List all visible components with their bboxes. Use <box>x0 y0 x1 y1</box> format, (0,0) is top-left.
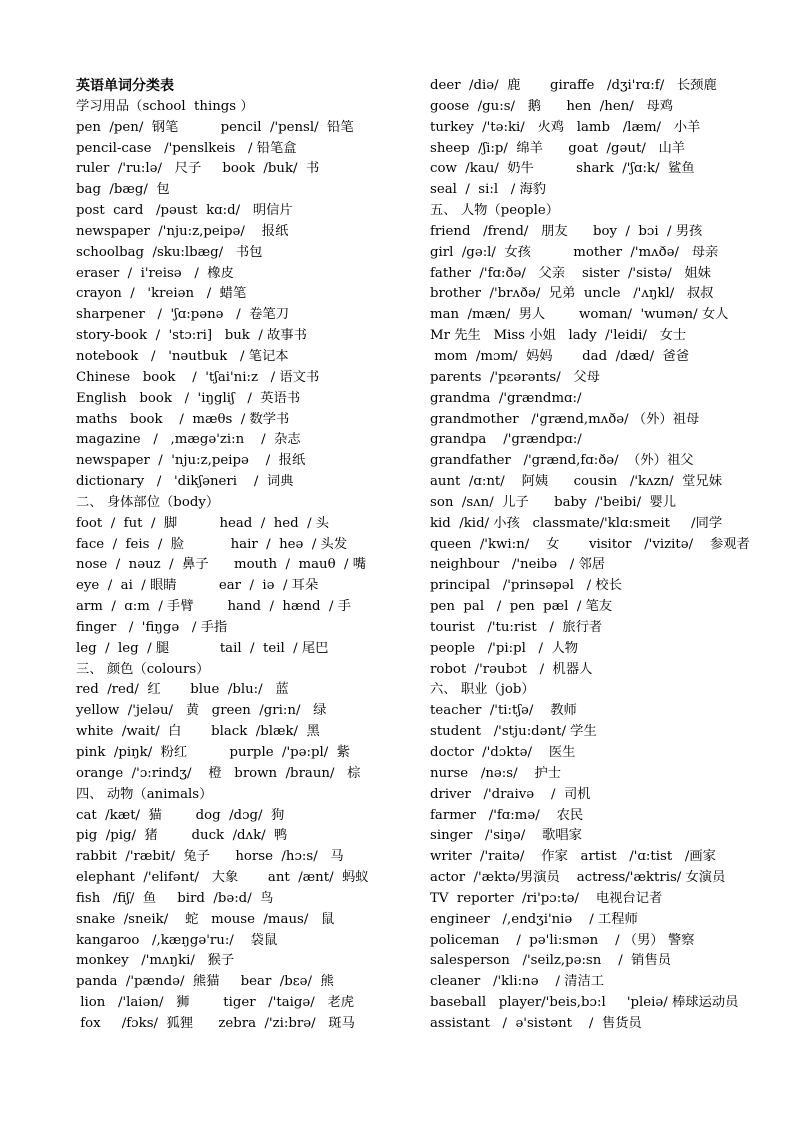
word-line: policeman / pə'li:smən / （男） 警察 <box>430 932 695 948</box>
word-line: student /'stju:dənt/ 学生 <box>430 724 597 740</box>
word-line: 五、 人物（people） <box>430 203 560 219</box>
word-line: fox /fɔks/ 狐狸 zebra /'zi:brə/ 斑马 <box>76 1015 355 1031</box>
word-line: magazine / ,mægə'zi:n / 杂志 <box>76 432 301 448</box>
word-line: actor /'æktə/男演员 actress/'æktris/ 女演员 <box>430 870 726 886</box>
word-line: notebook / 'nəutbuk / 笔记本 <box>76 348 289 364</box>
word-line: cow /kau/ 奶牛 shark /'ʃɑ:k/ 鲨鱼 <box>430 161 695 177</box>
word-line: goose /gu:s/ 鹅 hen /hen/ 母鸡 <box>430 98 674 114</box>
word-line: singer /'siŋə/ 歌唱家 <box>430 828 582 844</box>
word-line: yellow /'jeləu/ 黄 green /gri:n/ 绿 <box>76 703 327 719</box>
word-line: pig /pig/ 猪 duck /dʌk/ 鸭 <box>76 828 288 844</box>
word-line: teacher /'ti:tʃə/ 教师 <box>430 703 577 719</box>
word-line: eye / ai / 眼睛 ear / iə / 耳朵 <box>76 578 319 594</box>
right-column <box>430 76 790 1035</box>
word-line: leg / leg / 腿 tail / teil / 尾巴 <box>76 640 329 656</box>
word-line: bag /bæg/ 包 <box>76 182 170 198</box>
word-line: engineer /,endʒi'niə / 工程师 <box>430 911 638 927</box>
word-line: Chinese book / 'tʃai'ni:z / 语文书 <box>76 369 320 385</box>
word-line: tourist /'tu:rist / 旅行者 <box>430 619 603 635</box>
word-line: grandpa /'grændpɑ:/ <box>430 432 582 448</box>
word-line: mom /mɔm/ 妈妈 dad /dæd/ 爸爸 <box>430 348 690 364</box>
word-line: 三、 颜色（colours） <box>76 661 210 677</box>
word-line: nose / nəuz / 鼻子 mouth / mauθ / 嘴 <box>76 557 367 573</box>
word-line: brother /'brʌðə/ 兄弟 uncle /'ʌŋkl/ 叔叔 <box>430 286 714 302</box>
word-line: robot /'rəubɔt / 机器人 <box>430 661 593 677</box>
word-line: newspaper / 'nju:z,peipə / 报纸 <box>76 453 306 469</box>
word-line: finger / 'fiŋgə / 手指 <box>76 619 228 635</box>
word-line: people /'pi:pl / 人物 <box>430 640 579 656</box>
word-line: 二、 身体部位（body） <box>76 494 220 510</box>
word-line: newspaper /'nju:z,peipə/ 报纸 <box>76 223 289 239</box>
word-line: grandma /'grændmɑ:/ <box>430 390 582 406</box>
word-line: face / feis / 脸 hair / heə / 头发 <box>76 536 348 552</box>
word-line: turkey /'tə:ki/ 火鸡 lamb /læm/ 小羊 <box>430 119 701 135</box>
word-line: son /sʌn/ 儿子 baby /'beibi/ 婴儿 <box>430 494 677 510</box>
word-line: lion /'laiən/ 狮 tiger /'taigə/ 老虎 <box>76 995 355 1011</box>
word-line: fish /fiʃ/ 鱼 bird /bə:d/ 鸟 <box>76 890 274 906</box>
word-line: cat /kæt/ 猫 dog /dɔg/ 狗 <box>76 807 285 823</box>
right-word-list <box>430 76 790 1035</box>
word-line: parents /'pεərənts/ 父母 <box>430 369 600 385</box>
word-line: post card /pəust kɑ:d/ 明信片 <box>76 203 293 219</box>
word-line: friend /frend/ 朋友 boy / bɔi / 男孩 <box>430 223 703 239</box>
word-line: monkey /'mʌŋki/ 猴子 <box>76 953 235 969</box>
page-title: 英语单词分类表 <box>76 78 174 94</box>
word-line: panda /'pændə/ 熊猫 bear /bεə/ 熊 <box>76 974 334 990</box>
word-line: neighbour /'neibə / 邻居 <box>430 557 606 573</box>
left-column <box>76 76 436 1035</box>
word-line: schoolbag /sku:lbæg/ 书包 <box>76 244 263 260</box>
word-line: seal / si:l / 海豹 <box>430 182 547 198</box>
word-line: elephant /'elifənt/ 大象 ant /ænt/ 蚂蚁 <box>76 870 369 886</box>
word-line: maths book / mæθs / 数学书 <box>76 411 290 427</box>
word-line: pen /pen/ 钢笔 pencil /'pensl/ 铅笔 <box>76 119 354 135</box>
word-line: girl /gə:l/ 女孩 mother /'mʌðə/ 母亲 <box>430 244 719 260</box>
word-line: rabbit /'ræbit/ 兔子 horse /hɔ:s/ 马 <box>76 849 344 865</box>
word-line: queen /'kwi:n/ 女 visitor /'vizitə/ 参观者 <box>430 536 750 552</box>
word-line: sheep /ʃi:p/ 绵羊 goat /gəut/ 山羊 <box>430 140 686 156</box>
word-line: Mr 先生 Miss 小姐 lady /'leidi/ 女士 <box>430 328 687 344</box>
word-line: snake /sneik/ 蛇 mouse /maus/ 鼠 <box>76 911 335 927</box>
word-line: grandmother /'grænd,mʌðə/ （外）祖母 <box>430 411 700 427</box>
word-line: white /wait/ 白 black /blæk/ 黑 <box>76 724 320 740</box>
word-line: kid /kid/ 小孩 classmate/'klɑ:smeit /同学 <box>430 515 723 531</box>
word-line: cleaner /'kli:nə / 清洁工 <box>430 974 605 990</box>
word-line: story-book / 'stɔ:ri] buk / 故事书 <box>76 328 307 344</box>
word-line: baseball player/'beis,bɔ:l 'pleiə/ 棒球运动员 <box>430 995 739 1011</box>
word-line: 六、 职业（job） <box>430 682 535 698</box>
word-line: aunt /ɑ:nt/ 阿姨 cousin /'kʌzn/ 堂兄妹 <box>430 474 723 490</box>
word-line: grandfather /'grænd,fɑ:ðə/ （外）祖父 <box>430 453 694 469</box>
word-line: dictionary / 'dikʃəneri / 词典 <box>76 474 294 490</box>
word-line: eraser / i'reisə / 橡皮 <box>76 265 234 281</box>
word-line: pencil-case /'penslkeis / 铅笔盒 <box>76 140 297 156</box>
word-line: writer /'raitə/ 作家 artist /'ɑ:tist /画家 <box>430 849 716 865</box>
word-line: doctor /'dɔktə/ 医生 <box>430 745 576 760</box>
word-line: nurse /nə:s/ 护士 <box>430 765 562 781</box>
word-line: sharpener / 'ʃɑ:pənə / 卷笔刀 <box>76 307 290 323</box>
word-line: driver /'draivə / 司机 <box>430 786 591 802</box>
word-line: pink /piŋk/ 粉红 purple /'pə:pl/ 紫 <box>76 745 351 760</box>
word-line: orange /'ɔ:rindʒ/ 橙 brown /braun/ 棕 <box>76 765 361 781</box>
word-line: 学习用品（school things ） <box>76 98 254 114</box>
word-line: principal /'prinsəpəl / 校长 <box>430 578 622 594</box>
word-line: arm / ɑ:m / 手臂 hand / hænd / 手 <box>76 599 351 615</box>
word-line: deer /diə/ 鹿 giraffe /dʒi'rɑ:f/ 长颈鹿 <box>430 78 717 93</box>
word-line: kangaroo /,kæŋgə'ru:/ 袋鼠 <box>76 932 278 948</box>
word-line: father /'fɑ:ðə/ 父亲 sister /'sistə/ 姐妹 <box>430 265 711 281</box>
word-line: TV reporter /ri'pɔ:tə/ 电视台记者 <box>430 890 663 906</box>
word-line: assistant / ə'sistənt / 售货员 <box>430 1015 642 1031</box>
word-line: 四、 动物（animals） <box>76 786 213 802</box>
word-line: crayon / 'kreiən / 蜡笔 <box>76 286 247 302</box>
word-line: man /mæn/ 男人 woman/ 'wumən/ 女人 <box>430 307 729 323</box>
word-line: farmer /'fɑ:mə/ 农民 <box>430 807 584 823</box>
word-line: red /red/ 红 blue /blu:/ 蓝 <box>76 682 289 698</box>
word-line: pen pal / pen pæl / 笔友 <box>430 599 613 615</box>
word-line: foot / fut / 脚 head / hed / 头 <box>76 515 330 531</box>
word-line: salesperson /'seilz,pə:sn / 销售员 <box>430 953 672 969</box>
word-line: ruler /'ru:lə/ 尺子 book /buk/ 书 <box>76 161 320 177</box>
word-line: English book / 'iŋgliʃ / 英语书 <box>76 390 301 406</box>
left-word-list <box>76 97 436 1035</box>
